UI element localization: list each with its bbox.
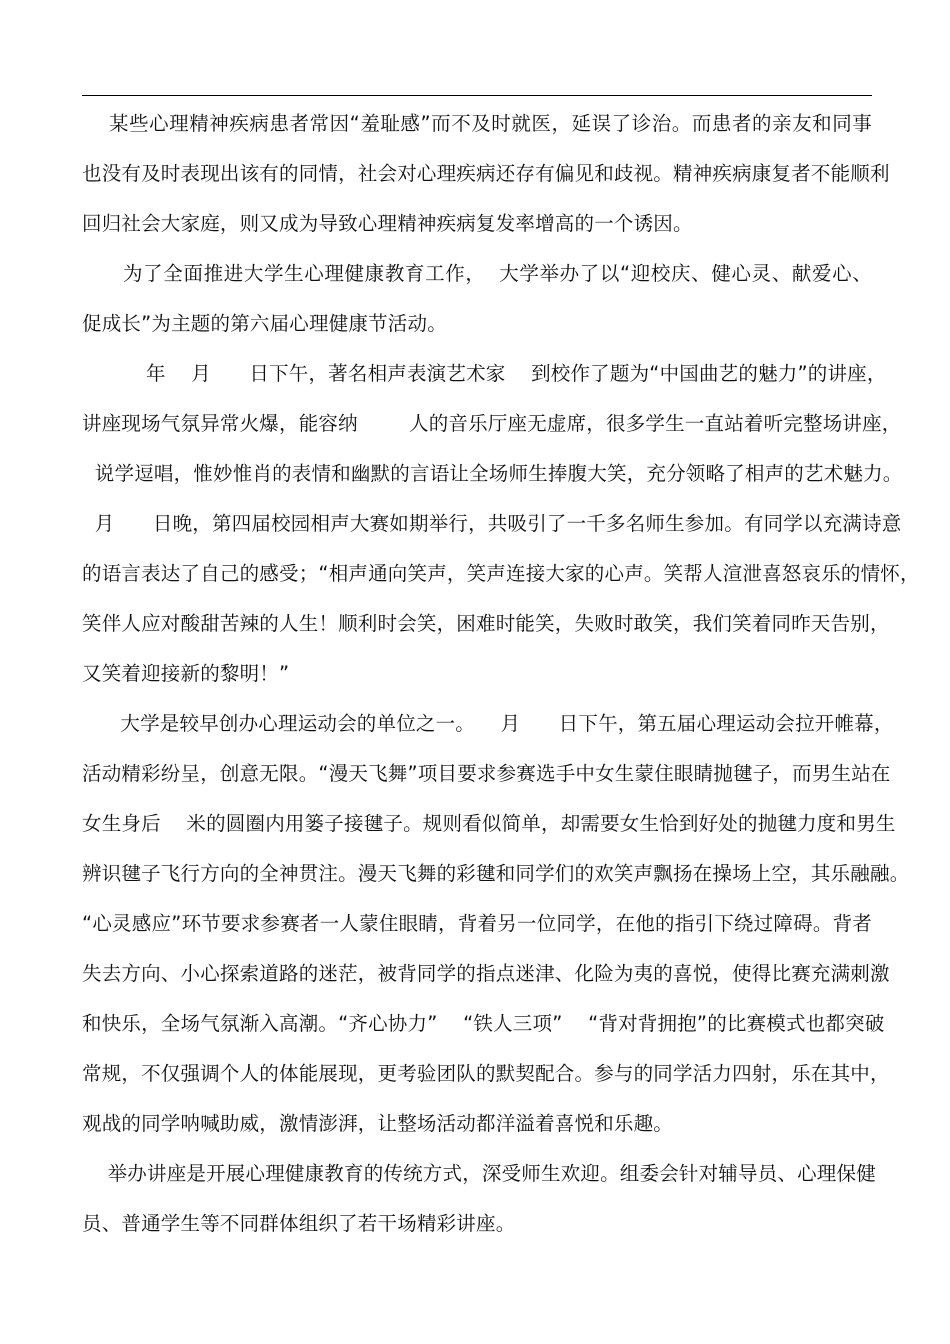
text-line: 辨识毽子飞行方向的全神贯注。漫天飞舞的彩毽和同学们的欢笑声飘扬在操场上空，其乐融融。 (82, 862, 910, 885)
text-line: 失去方向、小心探索道路的迷茫，被背同学的指点迷津、化险为夷的喜悦，使得比赛充满刺激 (82, 962, 890, 985)
text-line: 笑伴人应对酸甜苦辣的人生！顺利时会笑，困难时能笑，失败时敢笑，我们笑着同昨天告别， (82, 612, 890, 635)
text-line: 又笑着迎接新的黎明！” (82, 662, 290, 685)
text-line: 大学是较早创办心理运动会的单位之一。 月 日下午，第五届心理运动会拉开帷幕， (82, 712, 894, 735)
text-line: 和快乐，全场气氛渐入高潮。“齐心协力” “铁人三项” “背对背拥抱”的比赛模式也都突破 (82, 1012, 885, 1035)
text-line: 举办讲座是开展心理健康教育的传统方式，深受师生欢迎。组委会针对辅导员、心理保健 (82, 1162, 876, 1185)
text-line: “心灵感应”环节要求参赛者一人蒙住眼睛，背着另一位同学，在他的指引下绕过障碍。背者 (82, 912, 872, 935)
text-line: 员、普通学生等不同群体组织了若干场精彩讲座。 (82, 1212, 516, 1235)
text-line: 月 日晚，第四届校园相声大赛如期举行，共吸引了一千多名师生参加。有同学以充满诗意 (82, 512, 902, 535)
text-line: 某些心理精神疾病患者常因“羞耻感”而不及时就医，延误了诊治。而患者的亲友和同事 (82, 112, 872, 135)
text-line: 年 月 日下午，著名相声表演艺术家 到校作了题为“中国曲艺的魅力”的讲座， (82, 362, 887, 385)
text-line: 的语言表达了自己的感受；“相声通向笑声，笑声连接大家的心声。笑帮人渲泄喜怒哀乐的情怀， (82, 562, 920, 585)
text-line: 为了全面推进大学生心理健康教育工作， 大学举办了以“迎校庆、健心灵、献爱心、 (82, 262, 872, 285)
text-line: 观战的同学呐喊助威，激情澎湃，让整场活动都洋溢着喜悦和乐趣。 (82, 1112, 674, 1135)
text-line: 活动精彩纷呈，创意无限。“漫天飞舞”项目要求参赛选手中女生蒙住眼睛抛毽子，而男生站在 (82, 762, 891, 785)
text-line: 也没有及时表现出该有的同情，社会对心理疾病还存有偏见和歧视。精神疾病康复者不能顺利 (82, 162, 890, 185)
text-line: 回归社会大家庭，则又成为导致心理精神疾病复发率增高的一个诱因。 (82, 212, 693, 235)
text-line: 女生身后 米的圆圈内用篓子接毽子。规则看似简单，却需要女生恰到好处的抛毽力度和男生 (82, 812, 896, 835)
text-line: 说学逗唱，惟妙惟肖的表情和幽默的言语让全场师生捧腹大笑，充分领略了相声的艺术魅力。 (82, 462, 903, 485)
text-line: 讲座现场气氛异常火爆，能容纳 人的音乐厅座无虚席，很多学生一直站着听完整场讲座， (82, 412, 902, 435)
text-line: 促成长”为主题的第六届心理健康节活动。 (82, 312, 447, 335)
document-body (82, 99, 920, 1249)
text-line: 常规，不仅强调个人的体能展现，更考验团队的默契配合。参与的同学活力四射，乐在其中， (82, 1062, 890, 1085)
header-rule (82, 95, 872, 96)
